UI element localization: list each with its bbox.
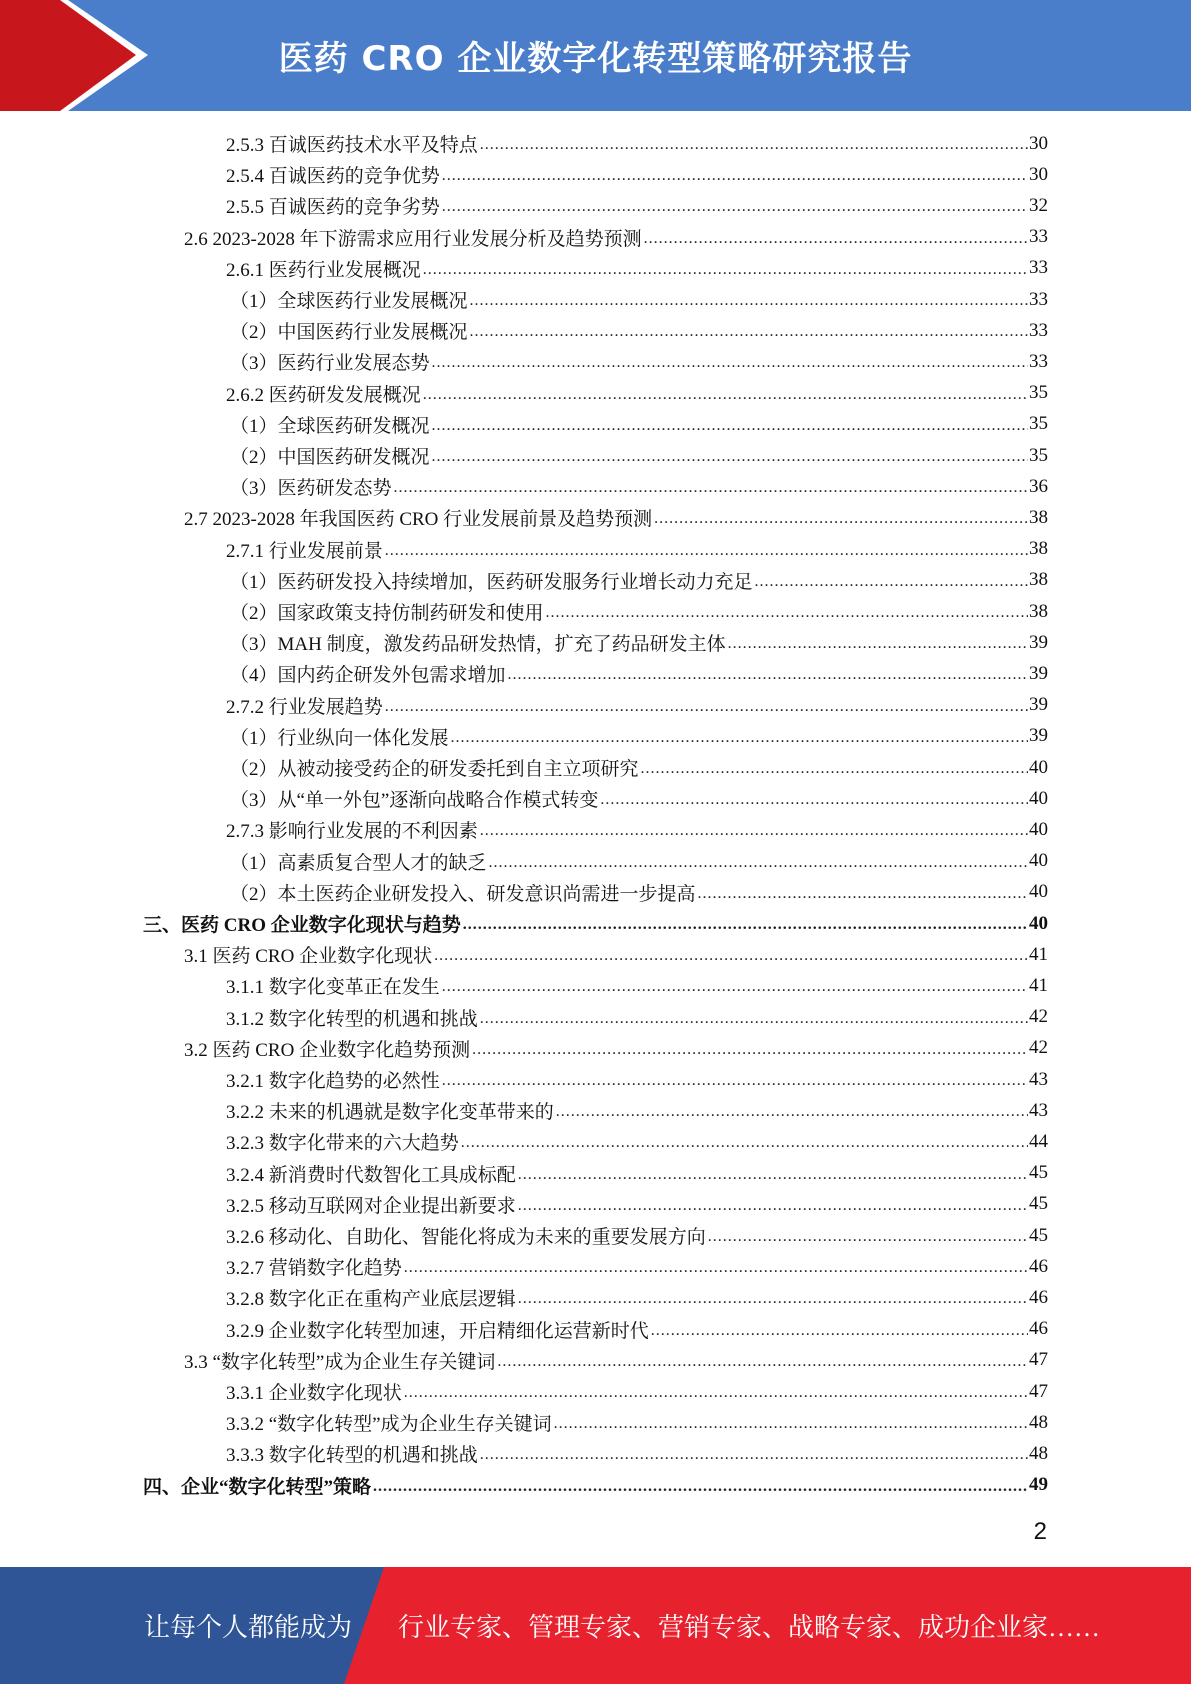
toc-entry-label: 3.1 医药 CRO 企业数字化现状 (184, 946, 433, 968)
toc-dot-leader (430, 346, 1028, 377)
toc-entry[interactable] (143, 1470, 1048, 1501)
toc-dot-leader (430, 409, 1028, 440)
toc-entry-label: 2.6 2023-2028 年下游需求应用行业发展分析及趋势预测 (184, 228, 642, 250)
toc-entry[interactable] (184, 1345, 1048, 1376)
toc-entry-page: 41 (1029, 943, 1048, 965)
toc-dot-leader (440, 1064, 1028, 1095)
toc-entry[interactable] (230, 627, 1048, 658)
toc-entry-label: 2.5.5 百诚医药的竞争劣势 (226, 197, 440, 219)
toc-entry-label: （1）全球医药研发概况 (230, 415, 430, 437)
toc-dot-leader (421, 378, 1028, 409)
toc-entry[interactable] (226, 1376, 1048, 1407)
toc-entry-page: 39 (1029, 631, 1048, 653)
toc-entry[interactable] (226, 1314, 1048, 1345)
toc-entry-page: 38 (1029, 538, 1048, 560)
toc-dot-leader (430, 440, 1028, 471)
toc-entry-label: 3.2 医药 CRO 企业数字化趋势预测 (184, 1039, 471, 1061)
toc-entry-page: 49 (1029, 1474, 1048, 1496)
toc-dot-leader (440, 159, 1028, 190)
report-title: 医药 CRO 企业数字化转型策略研究报告 (278, 39, 913, 79)
toc-dot-leader (459, 1126, 1028, 1157)
toc-dot-leader (478, 1438, 1028, 1469)
toc-entry[interactable] (226, 190, 1048, 221)
toc-entry[interactable] (230, 846, 1048, 877)
toc-entry-page: 33 (1029, 350, 1048, 372)
toc-dot-leader (383, 690, 1028, 721)
toc-entry-label: 3.3.2 “数字化转型”成为企业生存关键词 (226, 1414, 552, 1436)
toc-entry-label: （1）全球医药行业发展概况 (230, 291, 468, 312)
toc-entry[interactable] (230, 284, 1048, 315)
toc-entry[interactable] (230, 783, 1048, 814)
footer-slogan-right: 行业专家、管理专家、营销专家、战略专家、成功企业家…… (398, 1613, 1101, 1642)
toc-entry-page: 40 (1029, 818, 1048, 840)
toc-entry[interactable] (226, 159, 1048, 190)
toc-dot-leader (402, 1251, 1028, 1282)
toc-entry[interactable] (226, 1095, 1048, 1126)
toc-entry[interactable] (184, 939, 1048, 970)
toc-entry[interactable] (226, 1158, 1048, 1189)
toc-entry-page: 43 (1029, 1068, 1048, 1090)
toc-entry-label: （2）从被动接受药企的研发委托到自主立项研究 (230, 759, 639, 780)
toc-entry-page: 40 (1029, 912, 1048, 934)
toc-entry[interactable] (230, 440, 1048, 471)
toc-dot-leader (468, 284, 1028, 315)
toc-dot-leader (753, 565, 1028, 596)
toc-dot-leader (516, 1158, 1028, 1189)
toc-entry[interactable] (184, 222, 1048, 253)
toc-entry[interactable] (226, 1407, 1048, 1438)
toc-entry-label: 2.7 2023-2028 年我国医药 CRO 行业发展前景及趋势预测 (184, 509, 653, 531)
toc-entry-label: 3.2.1 数字化趋势的必然性 (226, 1071, 440, 1092)
toc-dot-leader (552, 1407, 1028, 1438)
toc-entry-label: 2.7.3 影响行业发展的不利因素 (226, 821, 478, 843)
toc-dot-leader (652, 502, 1028, 533)
toc-entry-page: 38 (1029, 569, 1048, 591)
footer-banner (0, 1567, 1191, 1684)
toc-dot-leader (554, 1095, 1028, 1126)
toc-dot-leader (598, 783, 1028, 814)
toc-entry-label: 3.3 “数字化转型”成为企业生存关键词 (184, 1351, 496, 1373)
toc-entry-page: 45 (1029, 1224, 1048, 1246)
toc-entry-page: 39 (1029, 725, 1048, 747)
toc-entry-label: （3）MAH 制度，激发药品研发热情，扩充了药品研发主体 (230, 634, 726, 656)
toc-entry-page: 35 (1029, 444, 1048, 466)
toc-dot-leader (440, 970, 1028, 1001)
toc-entry[interactable] (226, 970, 1048, 1001)
toc-entry-label: 3.1.2 数字化转型的机遇和挑战 (226, 1008, 478, 1030)
report-header (0, 0, 1191, 111)
toc-entry-label: 3.2.4 新消费时代数智化工具成标配 (226, 1164, 516, 1186)
toc-entry-label: （2）中国医药行业发展概况 (230, 322, 468, 344)
toc-entry[interactable] (226, 378, 1048, 409)
toc-entry-label: 3.3.3 数字化转型的机遇和挑战 (226, 1445, 478, 1467)
toc-dot-leader (478, 814, 1028, 845)
toc-entry-label: 2.7.1 行业发展前景 (226, 540, 383, 562)
toc-entry-page: 33 (1029, 226, 1048, 248)
toc-dot-leader (487, 846, 1028, 877)
toc-entry[interactable] (226, 1251, 1048, 1282)
toc-entry[interactable] (230, 315, 1048, 346)
toc-entry-page: 45 (1029, 1193, 1048, 1215)
toc-dot-leader (371, 1470, 1028, 1501)
toc-dot-leader (421, 253, 1028, 284)
toc-entry-label: （4）国内药企研发外包需求增加 (230, 665, 506, 687)
toc-entry-page: 38 (1029, 600, 1048, 622)
toc-dot-leader (402, 1376, 1028, 1407)
toc-entry-page: 33 (1029, 288, 1048, 310)
toc-entry[interactable] (143, 908, 1048, 939)
toc-entry-page: 41 (1029, 974, 1048, 996)
toc-entry-page: 43 (1029, 1099, 1048, 1121)
toc-entry[interactable] (184, 1033, 1048, 1064)
toc-dot-leader (470, 1033, 1028, 1064)
toc-entry-page: 36 (1029, 475, 1048, 497)
chevron-arrow-icon (0, 0, 160, 111)
toc-entry-page: 44 (1029, 1130, 1048, 1152)
toc-entry-label: 3.2.5 移动互联网对企业提出新要求 (226, 1195, 516, 1217)
toc-entry-page: 35 (1029, 382, 1048, 404)
toc-entry-page: 46 (1029, 1318, 1048, 1340)
toc-entry-label: 2.5.3 百诚医药技术水平及特点 (226, 135, 478, 156)
toc-dot-leader (696, 877, 1028, 908)
toc-entry-label: 四、企业“数字化转型”策略 (143, 1476, 372, 1498)
toc-entry[interactable] (226, 1220, 1048, 1251)
toc-entry-page: 33 (1029, 257, 1048, 279)
toc-entry-label: （3）医药行业发展态势 (230, 353, 430, 375)
toc-entry-label: （2）国家政策支持仿制药研发和使用 (230, 603, 544, 624)
toc-entry[interactable] (226, 1002, 1048, 1033)
toc-dot-leader (461, 908, 1028, 939)
toc-entry-page: 30 (1029, 163, 1048, 185)
toc-entry[interactable] (226, 1064, 1048, 1095)
toc-entry[interactable] (230, 346, 1048, 377)
toc-entry[interactable] (230, 409, 1048, 440)
toc-dot-leader (506, 658, 1028, 689)
toc-entry[interactable] (226, 534, 1048, 565)
toc-entry-label: 3.2.6 移动化、自助化、智能化将成为未来的重要发展方向 (226, 1227, 706, 1248)
toc-dot-leader (383, 534, 1028, 565)
toc-entry[interactable] (226, 814, 1048, 845)
toc-entry-page: 40 (1029, 881, 1048, 903)
toc-dot-leader (392, 471, 1028, 502)
toc-entry-label: 2.7.2 行业发展趋势 (226, 696, 383, 718)
toc-entry[interactable] (226, 1438, 1048, 1469)
toc-entry-page: 33 (1029, 319, 1048, 341)
toc-entry-page: 39 (1029, 694, 1048, 716)
toc-dot-leader (639, 752, 1028, 783)
toc-entry-page: 38 (1029, 506, 1048, 528)
toc-entry-page: 42 (1029, 1037, 1048, 1059)
toc-entry[interactable] (184, 502, 1048, 533)
toc-entry-label: 3.2.7 营销数字化趋势 (226, 1258, 402, 1280)
toc-entry-page: 40 (1029, 756, 1048, 778)
toc-entry-page: 47 (1029, 1380, 1048, 1402)
toc-entry[interactable] (230, 752, 1048, 783)
toc-entry-page: 32 (1029, 194, 1048, 216)
toc-dot-leader (478, 1002, 1028, 1033)
toc-entry-page: 30 (1029, 132, 1048, 154)
toc-dot-leader (706, 1220, 1028, 1251)
toc-dot-leader (495, 1345, 1028, 1376)
toc-dot-leader (432, 939, 1028, 970)
page-number: 2 (1033, 1518, 1047, 1545)
toc-entry-page: 46 (1029, 1255, 1048, 1277)
toc-entry[interactable] (226, 690, 1048, 721)
toc-entry[interactable] (230, 721, 1048, 752)
toc-entry-label: 3.2.3 数字化带来的六大趋势 (226, 1133, 459, 1155)
toc-entry-label: 2.5.4 百诚医药的竞争优势 (226, 166, 440, 188)
toc-entry[interactable] (226, 1189, 1048, 1220)
toc-dot-leader (468, 315, 1028, 346)
toc-entry-page: 45 (1029, 1162, 1048, 1184)
toc-entry-page: 40 (1029, 850, 1048, 872)
footer-slogan-left: 让每个人都能成为 (144, 1613, 353, 1642)
toc-entry[interactable] (230, 658, 1048, 689)
toc-entry-label: （1）高素质复合型人才的缺乏 (230, 852, 487, 874)
toc-entry-page: 40 (1029, 787, 1048, 809)
toc-entry[interactable] (230, 596, 1048, 627)
toc-entry[interactable] (226, 253, 1048, 284)
toc-entry-label: 3.2.8 数字化正在重构产业底层逻辑 (226, 1289, 516, 1311)
toc-entry-label: 2.6.2 医药研发发展概况 (226, 384, 421, 406)
toc-dot-leader (516, 1282, 1028, 1313)
toc-dot-leader (544, 596, 1028, 627)
toc-dot-leader (516, 1189, 1028, 1220)
toc-entry-label: 2.6.1 医药行业发展概况 (226, 259, 421, 281)
toc-entry-label: （2）本土医药企业研发投入、研发意识尚需进一步提高 (230, 883, 696, 905)
toc-entry-page: 48 (1029, 1411, 1048, 1433)
toc-entry-label: 3.2.2 未来的机遇就是数字化变革带来的 (226, 1102, 554, 1124)
toc-entry-label: （3）医药研发态势 (230, 478, 392, 500)
toc-entry-label: （3）从“单一外包”逐渐向战略合作模式转变 (230, 790, 599, 812)
toc-entry-label: 三、医药 CRO 企业数字化现状与趋势 (143, 915, 461, 936)
toc-dot-leader (726, 627, 1028, 658)
toc-entry-label: 3.2.9 企业数字化转型加速，开启精细化运营新时代 (226, 1320, 649, 1342)
toc-entry-page: 46 (1029, 1286, 1048, 1308)
toc-entry[interactable] (226, 128, 1048, 159)
toc-entry-label: 3.1.1 数字化变革正在发生 (226, 977, 440, 999)
toc-entry-label: （1）医药研发投入持续增加，医药研发服务行业增长动力充足 (230, 571, 753, 593)
toc-entry-page: 35 (1029, 413, 1048, 435)
toc-entry[interactable] (230, 471, 1048, 502)
toc-entry[interactable] (230, 877, 1048, 908)
toc-entry-page: 39 (1029, 662, 1048, 684)
toc-dot-leader (449, 721, 1028, 752)
toc-entry-label: 3.3.1 企业数字化现状 (226, 1383, 402, 1404)
toc-entry[interactable] (226, 1126, 1048, 1157)
toc-entry-page: 48 (1029, 1442, 1048, 1464)
toc-entry[interactable] (230, 565, 1048, 596)
toc-dot-leader (440, 190, 1028, 221)
toc-entry[interactable] (226, 1282, 1048, 1313)
toc-entry-label: （1）行业纵向一体化发展 (230, 727, 449, 749)
toc-entry-page: 47 (1029, 1349, 1048, 1371)
toc-entry-page: 42 (1029, 1006, 1048, 1028)
toc-dot-leader (478, 128, 1028, 159)
toc-dot-leader (642, 222, 1028, 253)
toc-dot-leader (649, 1314, 1028, 1345)
toc-entry-label: （2）中国医药研发概况 (230, 447, 430, 468)
